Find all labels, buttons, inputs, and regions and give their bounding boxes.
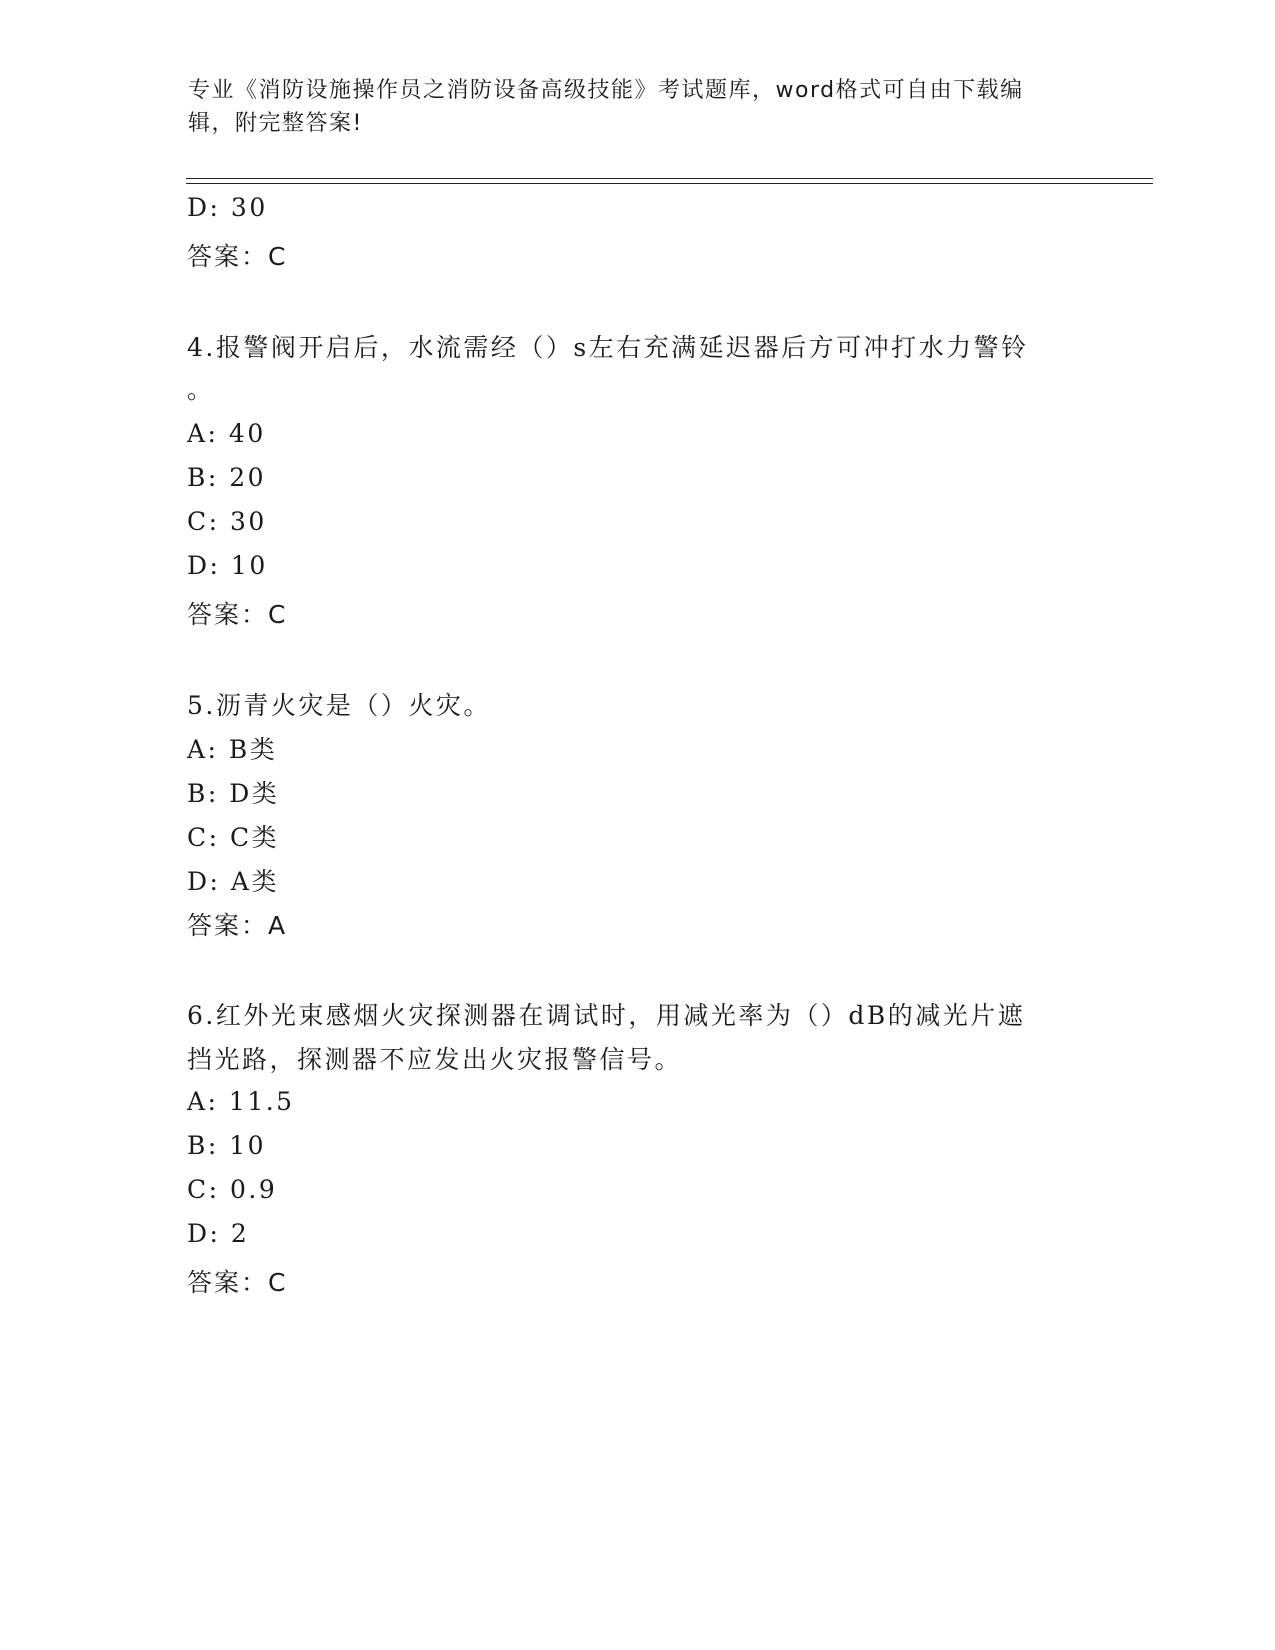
q4-option-c: C: 30 [187, 507, 267, 536]
q5-stem-line-1: 5.沥青火灾是（）火灾。 [187, 691, 491, 720]
q3-option-d: D: 30 [187, 193, 268, 222]
q6-option-c: C: 0.9 [187, 1175, 278, 1204]
document-header [188, 74, 1088, 140]
q6-stem-line-2: 挡光路，探测器不应发出火灾报警信号。 [187, 1045, 683, 1074]
q4-stem-line-2: 。 [187, 375, 215, 404]
q5-option-c: C: C类 [187, 823, 280, 852]
q6-option-d: D: 2 [187, 1219, 250, 1248]
q4-option-a: A: 40 [187, 419, 266, 448]
q5-answer: 答案：A [187, 911, 288, 940]
header-line-1: 专业《消防设施操作员之消防设备高级技能》考试题库，word格式可自由下载编 [188, 78, 1024, 103]
header-line-2: 辑，附完整答案! [188, 111, 363, 136]
q5-option-d: D: A类 [187, 867, 279, 896]
q6-option-b: B: 10 [187, 1131, 267, 1160]
q5-option-a: A: B类 [187, 735, 278, 764]
q4-option-d: D: 10 [187, 551, 268, 580]
q3-answer: 答案：C [187, 242, 288, 271]
q6-stem-line-1: 6.红外光束感烟火灾探测器在调试时，用减光率为（）dB的减光片遮 [187, 1001, 1026, 1030]
q5-option-b: B: D类 [187, 779, 280, 808]
header-divider-top [186, 178, 1153, 179]
q4-answer: 答案：C [187, 600, 288, 629]
q4-stem-line-1: 4.报警阀开启后，水流需经（）s左右充满延迟器后方可冲打水力警铃 [187, 333, 1029, 362]
header-divider-bottom [186, 183, 1153, 184]
q6-answer: 答案：C [187, 1268, 288, 1297]
q6-option-a: A: 11.5 [187, 1087, 295, 1116]
q4-option-b: B: 20 [187, 463, 267, 492]
